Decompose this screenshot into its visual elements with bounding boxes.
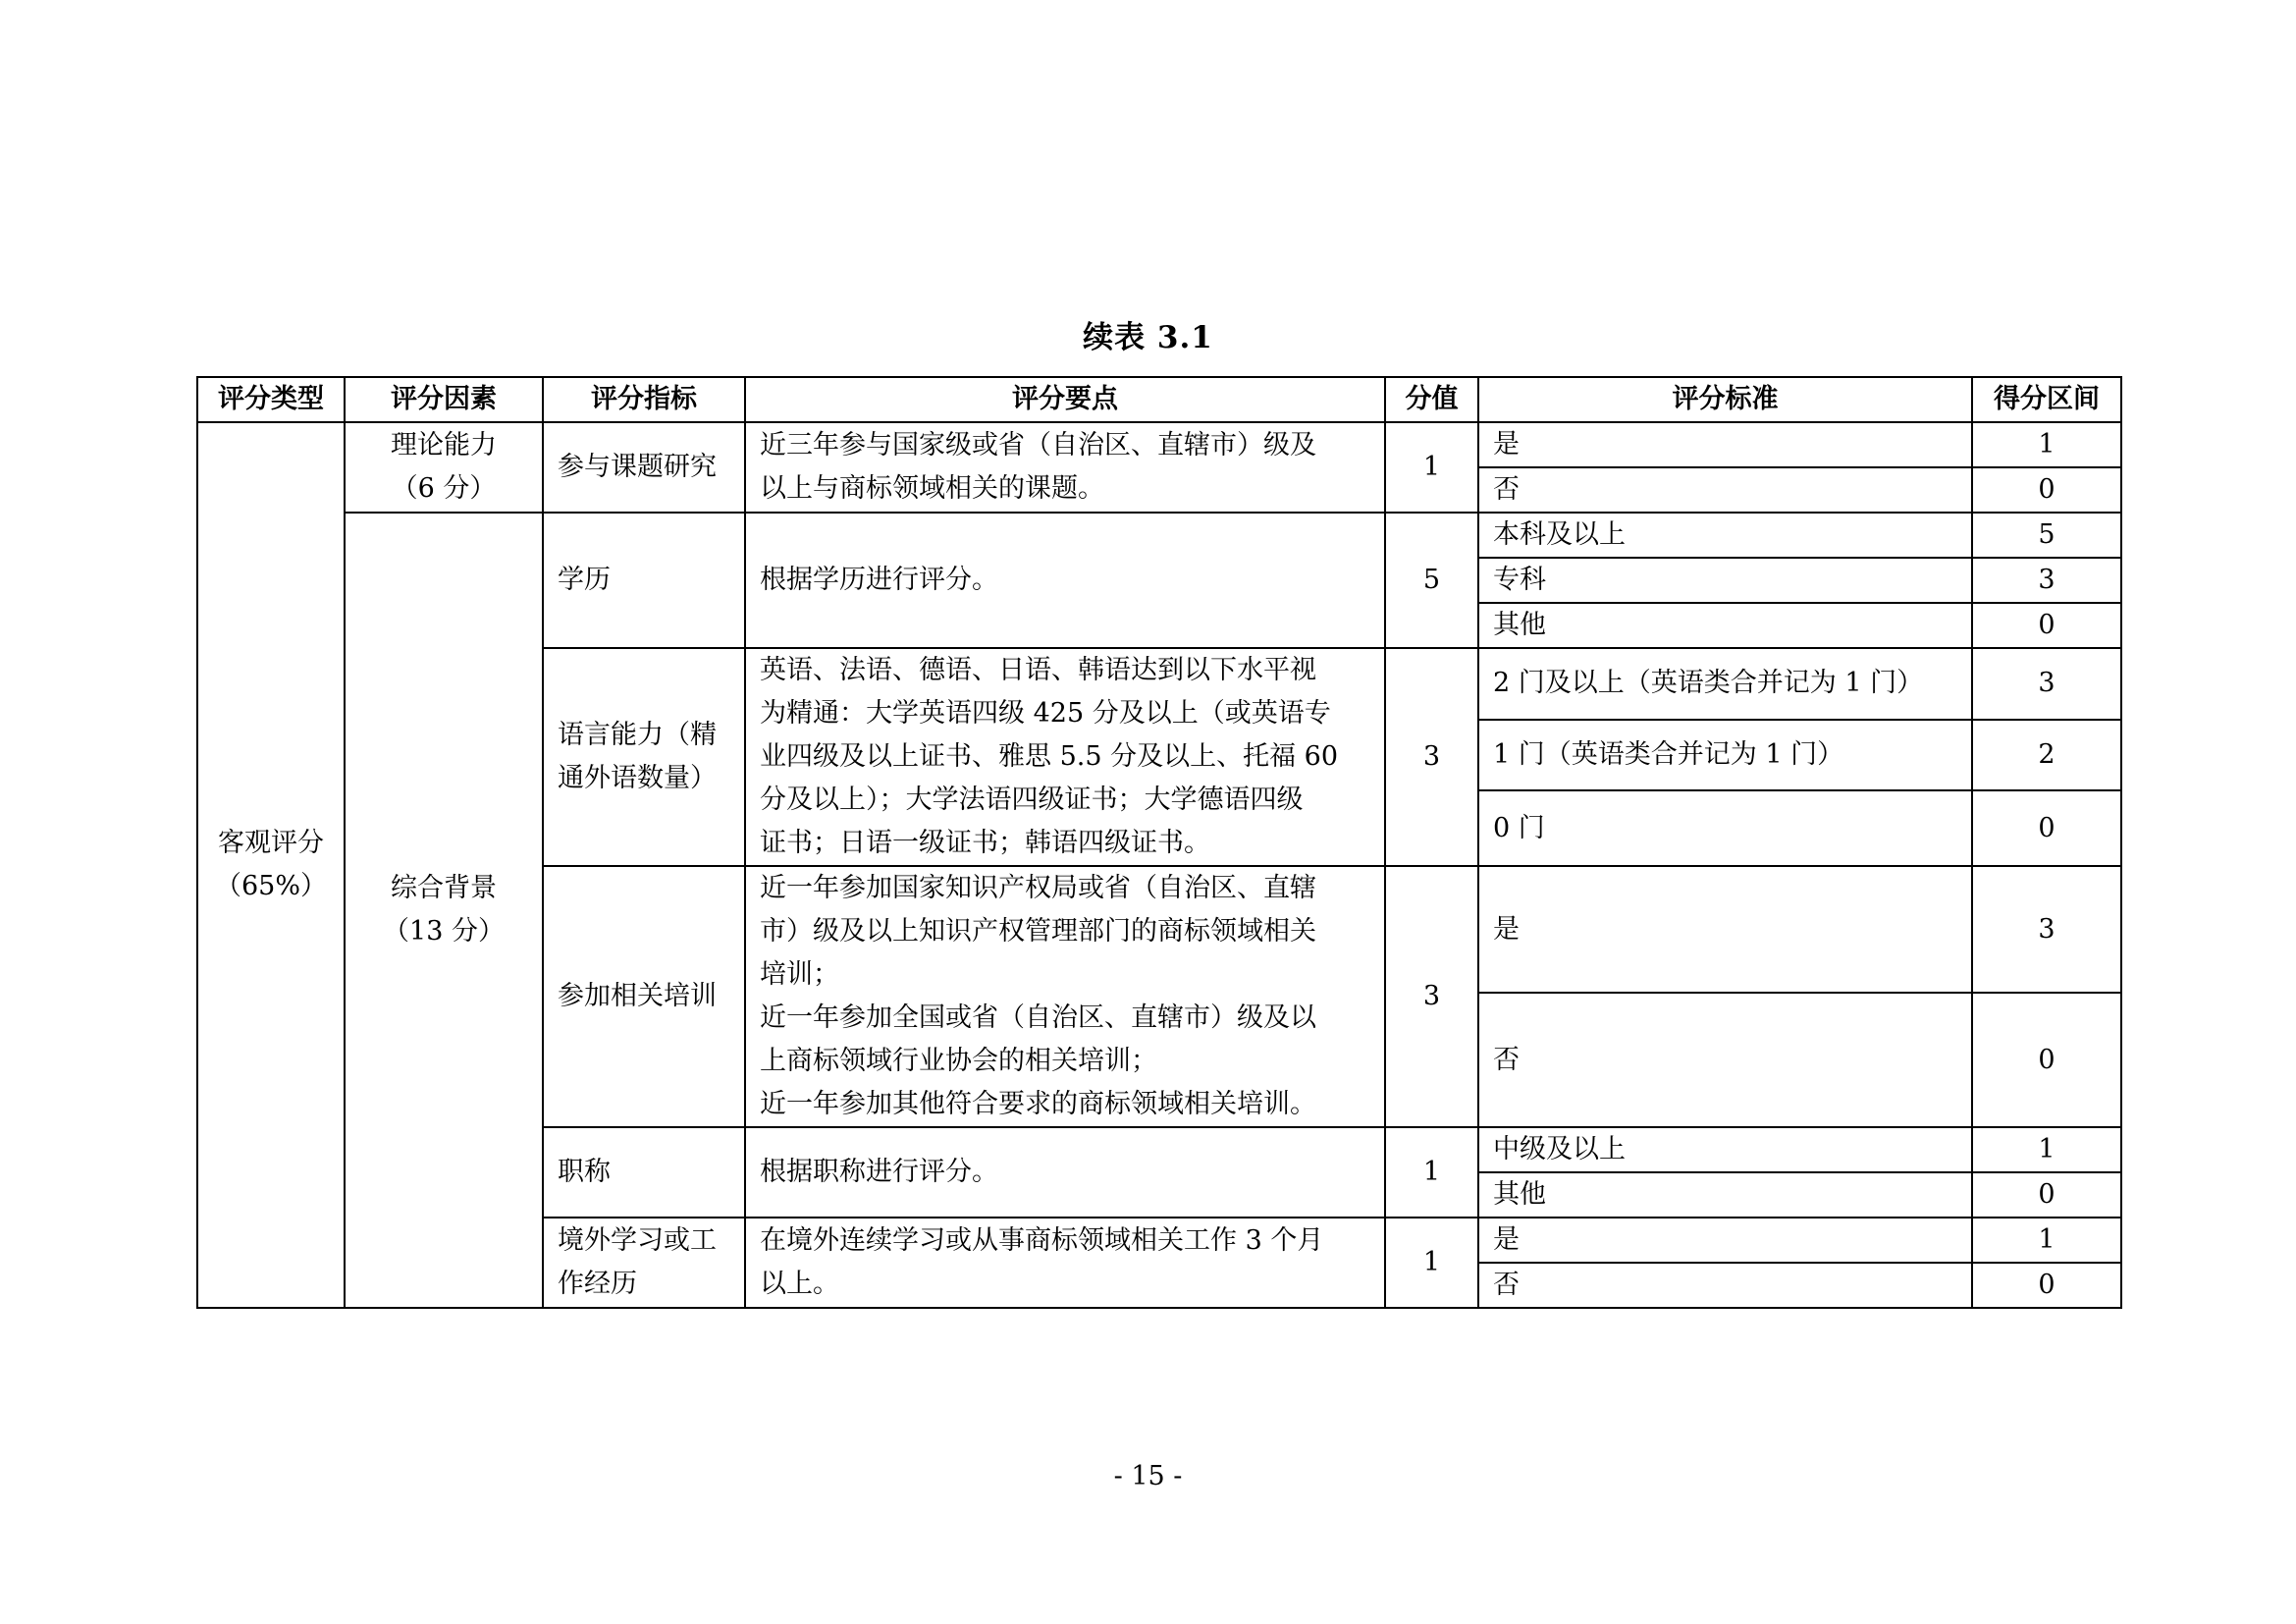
indicator-language: 语言能力（精 通外语数量） xyxy=(543,648,745,866)
indicator-overseas: 境外学习或工 作经历 xyxy=(543,1218,745,1308)
range-cell: 5 xyxy=(1972,513,2121,558)
header-type: 评分类型 xyxy=(197,377,345,422)
indicator-education: 学历 xyxy=(543,513,745,648)
table-title: 续表 3.1 xyxy=(1083,320,1213,355)
points-overseas: 在境外连续学习或从事商标领域相关工作 3 个月 以上。 xyxy=(745,1218,1385,1308)
criteria-cell: 是 xyxy=(1478,422,1972,467)
header-score: 分值 xyxy=(1385,377,1478,422)
range-cell: 0 xyxy=(1972,790,2121,866)
score-overseas: 1 xyxy=(1385,1218,1478,1308)
range-cell: 1 xyxy=(1972,1127,2121,1172)
header-factor: 评分因素 xyxy=(345,377,543,422)
criteria-cell: 是 xyxy=(1478,1218,1972,1263)
criteria-cell: 中级及以上 xyxy=(1478,1127,1972,1172)
criteria-cell: 专科 xyxy=(1478,558,1972,603)
points-education: 根据学历进行评分。 xyxy=(745,513,1385,648)
header-points: 评分要点 xyxy=(745,377,1385,422)
range-cell: 0 xyxy=(1972,603,2121,648)
range-cell: 3 xyxy=(1972,558,2121,603)
range-cell: 0 xyxy=(1972,1172,2121,1218)
range-cell: 3 xyxy=(1972,866,2121,993)
indicator-training: 参加相关培训 xyxy=(543,866,745,1127)
criteria-cell: 本科及以上 xyxy=(1478,513,1972,558)
indicator-research: 参与课题研究 xyxy=(543,422,745,513)
criteria-cell: 其他 xyxy=(1478,603,1972,648)
criteria-cell: 否 xyxy=(1478,993,1972,1127)
scoring-table xyxy=(196,376,2122,1309)
score-research: 1 xyxy=(1385,422,1478,513)
score-education: 5 xyxy=(1385,513,1478,648)
range-cell: 0 xyxy=(1972,467,2121,513)
points-research: 近三年参与国家级或省（自治区、直辖市）级及 以上与商标领域相关的课题。 xyxy=(745,422,1385,513)
range-cell: 3 xyxy=(1972,648,2121,720)
range-cell: 1 xyxy=(1972,1218,2121,1263)
type-cell: 客观评分 （65%） xyxy=(197,422,345,1308)
indicator-title-rank: 职称 xyxy=(543,1127,745,1218)
criteria-cell: 1 门（英语类合并记为 1 门） xyxy=(1478,720,1972,791)
table-row xyxy=(197,422,2121,467)
criteria-cell: 0 门 xyxy=(1478,790,1972,866)
points-language: 英语、法语、德语、日语、韩语达到以下水平视 为精通：大学英语四级 425 分及以上（或英语专 业四级及以上证书、雅思 5.5 分及以上、托福 60 分及以上）；大学法语四级证书；大学德语四级 证书；日语一级证书；韩语四级证书。 xyxy=(745,648,1385,866)
points-training: 近一年参加国家知识产权局或省（自治区、直辖 市）级及以上知识产权管理部门的商标领域相关 培训； 近一年参加全国或省（自治区、直辖市）级及以 上商标领域行业协会的相关培训； 近一年参加其他符合要求的商标领域相关培训。 xyxy=(745,866,1385,1127)
score-training: 3 xyxy=(1385,866,1478,1127)
score-title-rank: 1 xyxy=(1385,1127,1478,1218)
header-indicator: 评分指标 xyxy=(543,377,745,422)
range-cell: 0 xyxy=(1972,993,2121,1127)
header-row xyxy=(197,377,2121,422)
score-language: 3 xyxy=(1385,648,1478,866)
criteria-cell: 否 xyxy=(1478,1263,1972,1308)
range-cell: 0 xyxy=(1972,1263,2121,1308)
factor-background: 综合背景 （13 分） xyxy=(345,513,543,1308)
factor-theory: 理论能力 （6 分） xyxy=(345,422,543,513)
criteria-cell: 其他 xyxy=(1478,1172,1972,1218)
range-cell: 2 xyxy=(1972,720,2121,791)
criteria-cell: 是 xyxy=(1478,866,1972,993)
criteria-cell: 2 门及以上（英语类合并记为 1 门） xyxy=(1478,648,1972,720)
page-number: - 15 - xyxy=(1113,1461,1183,1491)
header-range: 得分区间 xyxy=(1972,377,2121,422)
table-row xyxy=(197,513,2121,558)
range-cell: 1 xyxy=(1972,422,2121,467)
header-criteria: 评分标准 xyxy=(1478,377,1972,422)
points-title-rank: 根据职称进行评分。 xyxy=(745,1127,1385,1218)
criteria-cell: 否 xyxy=(1478,467,1972,513)
